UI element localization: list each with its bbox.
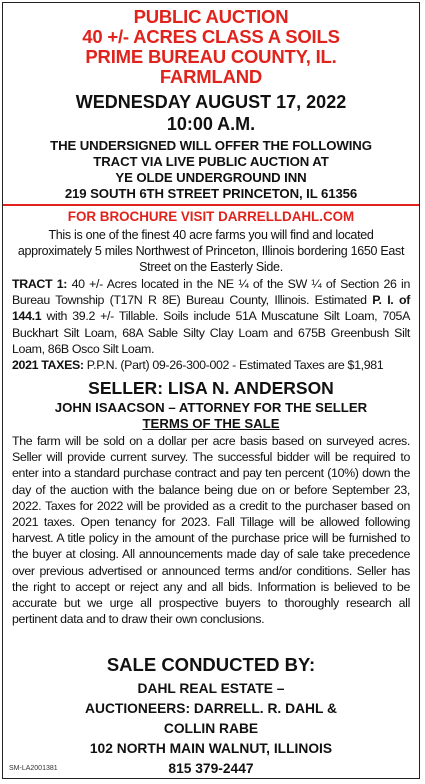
intro-line: TRACT VIA LIVE PUBLIC AUCTION AT [93, 154, 329, 169]
taxes-label: 2021 TAXES: [12, 358, 84, 372]
terms-heading [3, 416, 419, 432]
intro-line: 219 SOUTH 6TH STREET PRINCETON, IL 61356 [64, 186, 358, 201]
tract-text: 40 +/- Acres located in the NE ¼ of the SW ¼ of Section 26 in Bureau Township (T17N R 8E) Bureau County, Illinois. Estimated [12, 277, 410, 308]
brochure-link[interactable]: FOR BROCHURE VISIT DARRELLDAHL.COM [67, 209, 355, 224]
headline-line: FARMLAND [159, 66, 263, 87]
phone-number: 815 379-2447 [168, 761, 254, 776]
terms-heading-text: TERMS OF THE SALE [142, 416, 280, 431]
terms-text: The farm will be sold on a dollar per acre basis based on surveyed acres. Seller will provide current survey. The successful bidder will be required to enter into a standard purchase contract and pay ten percent (10%) down the day of the auction with the balance being due on or before September 23, 2022. Taxes for 2022 will be provided as a credit to the purchaser based on 2021 taxes. Open tenancy for 2023. Fall Tillage will be allowed following harvest. A title policy in the amount of the purchase price will be furnished to the buyer at closing. All announcements made day of sale take precedence over previous advertised or announced terms and/or conditions. Seller has the right to accept or reject any and all bids. Information is believed to be accurate but we urge all prospective buyers to thoroughly research all pertinent data and to draw their own conclusions. [12, 434, 410, 627]
intro-block [3, 138, 419, 202]
pi-label: P. I. of 144.1 [12, 293, 410, 324]
auction-date: WEDNESDAY AUGUST 17, 2022 [75, 92, 347, 112]
company-address: 102 NORTH MAIN WALNUT, ILLINOIS [89, 741, 333, 756]
tract-text-2: with 39.2 +/- Tillable. Soils include 51A Muscatune Silt Loam, 705A Buckhart Silt Loam, 68A Sable Silty Clay Loam and 675B Greenbush Silt Loam, 86B Osco Silt Loam. [12, 309, 410, 356]
taxes-text: P.P.N. (Part) 09-26-300-002 - Estimated Taxes are $1,981 [83, 358, 384, 372]
headline [3, 7, 419, 87]
taxes-paragraph [3, 357, 419, 373]
headline-line: PRIME BUREAU COUNTY, IL. [85, 46, 337, 67]
attorney: JOHN ISAACSON – ATTORNEY FOR THE SELLER [54, 400, 368, 415]
tract-label: TRACT 1: [12, 277, 68, 291]
tract-paragraph [3, 276, 419, 357]
company-line: AUCTIONEERS: DARRELL. R. DAHL & [85, 701, 337, 716]
seller-name: SELLER: LISA N. ANDERSON [88, 378, 334, 398]
company-line: DAHL REAL ESTATE – [137, 681, 285, 696]
intro-line: THE UNDERSIGNED WILL OFFER THE FOLLOWING [50, 138, 372, 153]
conducted-by: SALE CONDUCTED BY: [106, 654, 316, 675]
headline-line: PUBLIC AUCTION [133, 6, 289, 27]
intro-line: YE OLDE UNDERGROUND INN [115, 170, 307, 185]
auction-ad [2, 2, 420, 779]
red-divider [3, 204, 419, 206]
company-line: COLLIN RABE [163, 721, 259, 736]
ad-code: SM-LA2001381 [9, 765, 58, 772]
auction-time: 10:00 A.M. [166, 114, 256, 134]
description: This is one of the finest 40 acre farms you will find and located approximately 5 miles Northwest of Princeton, Illinois bordering 1650 East Street on the Easterly Side. [17, 228, 405, 275]
company-block [3, 679, 419, 779]
headline-line: 40 +/- ACRES CLASS A SOILS [82, 26, 340, 47]
